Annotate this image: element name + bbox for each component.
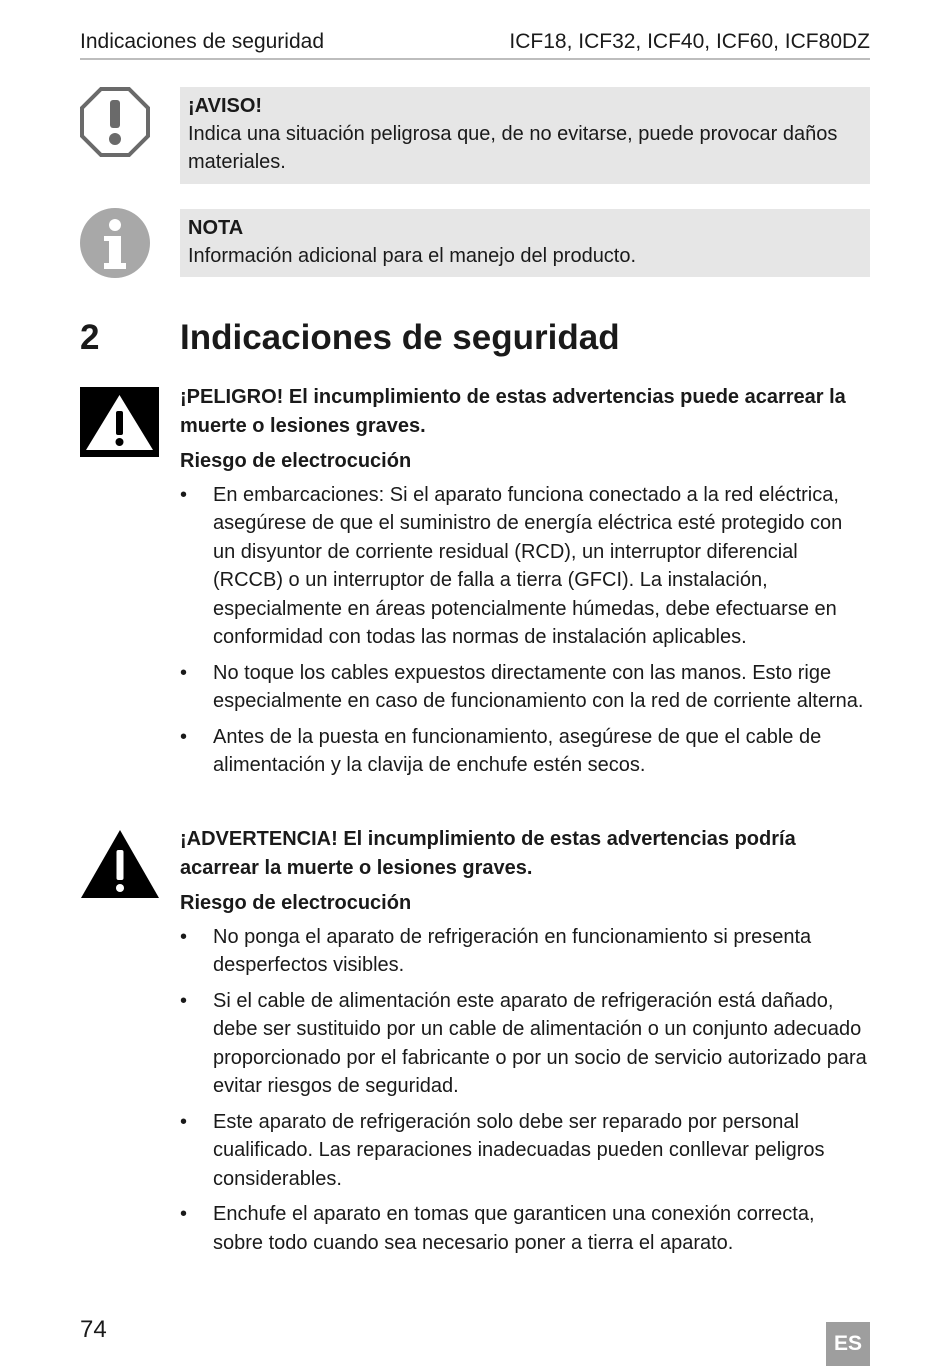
nota-title: NOTA bbox=[188, 217, 244, 239]
list-item: • Enchufe el aparato en tomas que garanticen una conexión correcta, sobre todo cuando sea necesario poner a tierra el aparato. bbox=[180, 1200, 870, 1257]
aviso-title: ¡AVISO! bbox=[188, 95, 263, 117]
page-number: 74 bbox=[80, 1316, 107, 1343]
advertencia-list bbox=[180, 923, 870, 1258]
list-item: • No toque los cables expuestos directamente con las manos. Esto rige especialmente en caso de funcionamiento con la red de corriente alterna. bbox=[180, 659, 870, 716]
aviso-text: Indica una situación peligrosa que, de no evitarse, puede provocar daños materiales. bbox=[188, 123, 838, 173]
list-item: • Antes de la puesta en funcionamiento, asegúrese de que el cable de alimentación y la clavija de enchufe estén secos. bbox=[180, 723, 870, 780]
list-item: • Si el cable de alimentación este aparato de refrigeración está dañado, debe ser sustituido por un cable de alimentación o un conjunto adecuado proporcionado por el fabricante o por un socio de servicio autorizado para evitar riesgos de seguridad. bbox=[180, 987, 870, 1101]
exclamation-octagon-icon bbox=[80, 87, 150, 157]
peligro-list bbox=[180, 481, 870, 780]
aviso-box bbox=[180, 87, 870, 184]
peligro-heading: ¡PELIGRO! El incumplimiento de estas advertencias puede acarrear la muerte o lesiones graves. bbox=[180, 386, 846, 437]
info-circle-icon bbox=[80, 208, 150, 278]
advertencia-subheading: Riesgo de electrocución bbox=[180, 892, 412, 914]
section-title: Indicaciones de seguridad bbox=[180, 318, 620, 357]
list-item: • Este aparato de refrigeración solo debe ser reparado por personal cualificado. Las reparaciones inadecuadas pueden conllevar peligros considerables. bbox=[180, 1108, 870, 1194]
warning-triangle-boxed-icon bbox=[80, 387, 159, 457]
nota-text: Información adicional para el manejo del producto. bbox=[188, 245, 637, 267]
list-item: • En embarcaciones: Si el aparato funciona conectado a la red eléctrica, asegúrese de que el suministro de energía eléctrica esté protegido con un disyuntor de corriente residual (RCD), un interruptor diferencial (RCCB) o un interruptor de falla a tierra (GFCI). La instalación, especialmente en áreas potencialmente húmedas, debe efectuarse en conformidad con todas las normas de instalación aplicables. bbox=[180, 481, 870, 652]
advertencia-heading: ¡ADVERTENCIA! El incumplimiento de estas advertencias podría acarrear la muerte o lesiones graves. bbox=[180, 828, 796, 879]
header-model-list: ICF18, ICF32, ICF40, ICF60, ICF80DZ bbox=[509, 30, 870, 53]
section-number: 2 bbox=[80, 318, 100, 357]
list-item: • No ponga el aparato de refrigeración en funcionamiento si presenta desperfectos visibles. bbox=[180, 923, 870, 980]
peligro-subheading: Riesgo de electrocución bbox=[180, 450, 412, 472]
peligro-block bbox=[180, 383, 870, 787]
warning-triangle-icon bbox=[80, 828, 160, 900]
nota-box bbox=[180, 209, 870, 277]
language-badge: ES bbox=[826, 1322, 870, 1366]
page-header bbox=[80, 30, 870, 60]
header-chapter-title: Indicaciones de seguridad bbox=[80, 30, 325, 53]
advertencia-block bbox=[180, 825, 870, 1264]
